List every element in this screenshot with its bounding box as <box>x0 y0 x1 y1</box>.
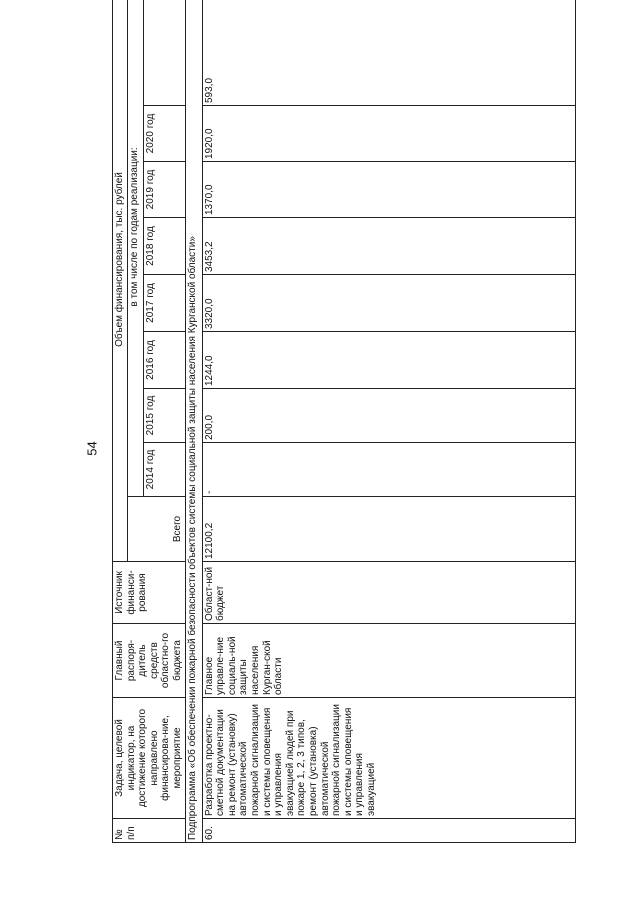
row-source: Област-ной бюджет <box>202 562 575 624</box>
header-by-years: в том числе по годам реализации: <box>127 0 143 497</box>
row-value: 1920,0 <box>202 106 575 162</box>
row-value: 593,0 <box>202 0 575 106</box>
page-number: 54 <box>84 441 100 456</box>
row-value: 200,0 <box>202 389 575 443</box>
header-total: Всего <box>127 497 185 562</box>
header-year: 2019 год <box>143 162 185 218</box>
row-value: 3320,0 <box>202 275 575 332</box>
row-num: 60. <box>202 819 575 843</box>
funding-table <box>112 0 576 843</box>
header-year: 2018 год <box>143 218 185 275</box>
header-year: 2017 год <box>143 275 185 332</box>
row-task: Разработка проектно-сметной документации на ремонт (установку) автоматической пожарной сигнализации и системы оповещения и управления эвакуацией людей при пожаре 1, 2, 3 типов, ремонт (установка) автоматической пожарной сигнализации и системы оповещения и управления эвакуацией <box>202 698 575 819</box>
row-value: - <box>202 443 575 497</box>
rotated-table-container <box>112 58 632 843</box>
header-year: 2020 год <box>143 106 185 162</box>
row-value: 3453,2 <box>202 218 575 275</box>
header-num: № п/п <box>113 819 186 843</box>
subprogram-title: Подпрограмма «Об обеспечении пожарной безопасности объектов системы социальной защиты населения Курганской области» <box>185 0 202 843</box>
row-value: 1244,0 <box>202 332 575 389</box>
row-manager: Главное управле-ние социаль-ной защиты населения Курган-ской области <box>202 624 575 698</box>
row-value: 1370,0 <box>202 162 575 218</box>
header-funding: Объем финансирования, тыс. рублей <box>113 0 128 562</box>
header-task: Задача, целевой индикатор, на достижение которого направлено финансирова-ние, мероприятие <box>113 698 186 819</box>
table-row <box>202 0 575 843</box>
header-year: 2014 год <box>143 443 185 497</box>
header-year: 2016 год <box>143 332 185 389</box>
header-manager: Главный распоря-дитель средств областно-го бюджета <box>113 624 186 698</box>
header-year <box>143 0 185 106</box>
row-total: 12100,2 <box>202 497 575 562</box>
header-source: Источник финанси-рования <box>113 562 186 624</box>
header-year: 2015 год <box>143 389 185 443</box>
